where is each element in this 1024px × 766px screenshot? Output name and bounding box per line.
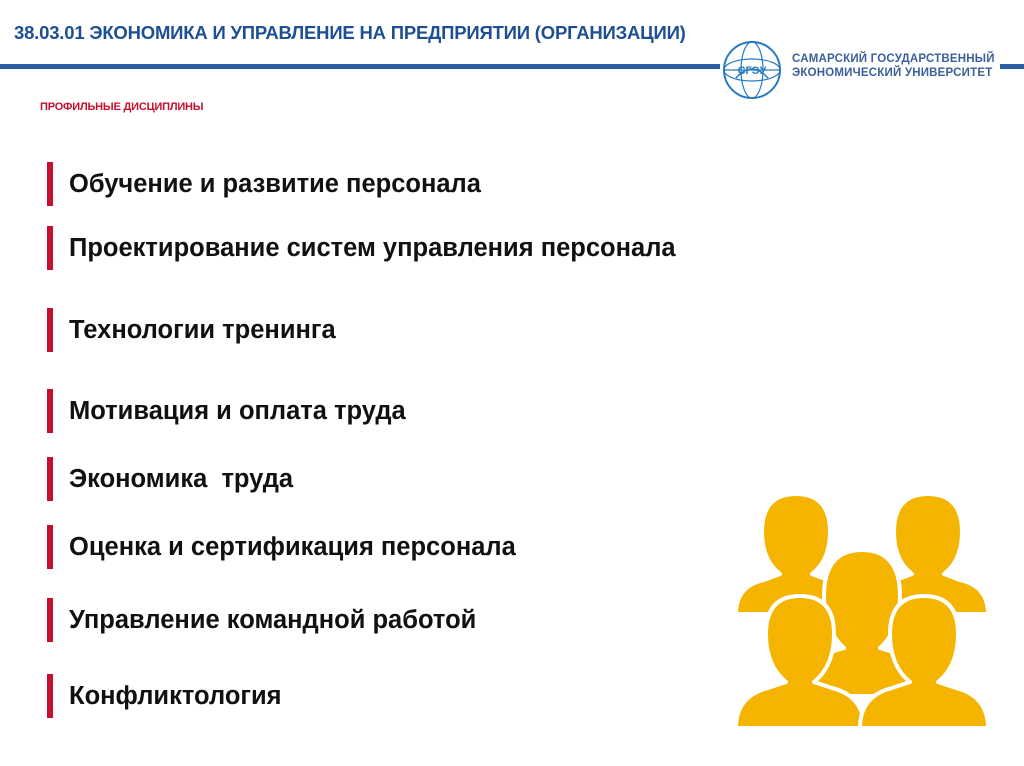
discipline-bar xyxy=(47,389,53,433)
university-name xyxy=(792,52,995,80)
discipline-label: Конфликтология xyxy=(69,681,282,710)
header-rule xyxy=(0,64,720,69)
discipline-bar xyxy=(47,457,53,501)
discipline-item xyxy=(47,598,476,642)
discipline-label: Обучение и развитие персонала xyxy=(69,169,481,198)
university-name-line1: САМАРСКИЙ ГОСУДАРСТВЕННЫЙ xyxy=(792,53,995,65)
discipline-item xyxy=(47,525,516,569)
discipline-bar xyxy=(47,162,53,206)
discipline-item xyxy=(47,457,293,501)
discipline-bar xyxy=(47,226,53,270)
header-rule-right xyxy=(1000,64,1024,69)
slide-title: 38.03.01 ЭКОНОМИКА И УПРАВЛЕНИЕ НА ПРЕДПРИЯТИИ (ОРГАНИЗАЦИИ) xyxy=(14,22,686,43)
discipline-item xyxy=(47,162,481,206)
discipline-item xyxy=(47,389,406,433)
university-name-line2: ЭКОНОМИЧЕСКИЙ УНИВЕРСИТЕТ xyxy=(792,67,993,79)
people-group-icon xyxy=(734,484,990,730)
discipline-label: Технологии тренинга xyxy=(69,315,336,344)
discipline-bar xyxy=(47,598,53,642)
discipline-label: Экономика труда xyxy=(69,464,294,493)
discipline-label: Проектирование систем управления персонала xyxy=(69,233,676,262)
discipline-item xyxy=(47,674,282,718)
discipline-label: Мотивация и оплата труда xyxy=(69,396,406,425)
section-label: ПРОФИЛЬНЫЕ ДИСЦИПЛИНЫ xyxy=(40,101,204,113)
discipline-label: Управление командной работой xyxy=(69,605,477,634)
discipline-item xyxy=(47,308,336,352)
discipline-item xyxy=(47,226,676,270)
discipline-bar xyxy=(47,525,53,569)
discipline-bar xyxy=(47,308,53,352)
university-logo-icon xyxy=(722,40,782,100)
logo-text: СГЭУ xyxy=(737,65,767,77)
discipline-label: Оценка и сертификация персонала xyxy=(69,532,516,561)
discipline-bar xyxy=(47,674,53,718)
